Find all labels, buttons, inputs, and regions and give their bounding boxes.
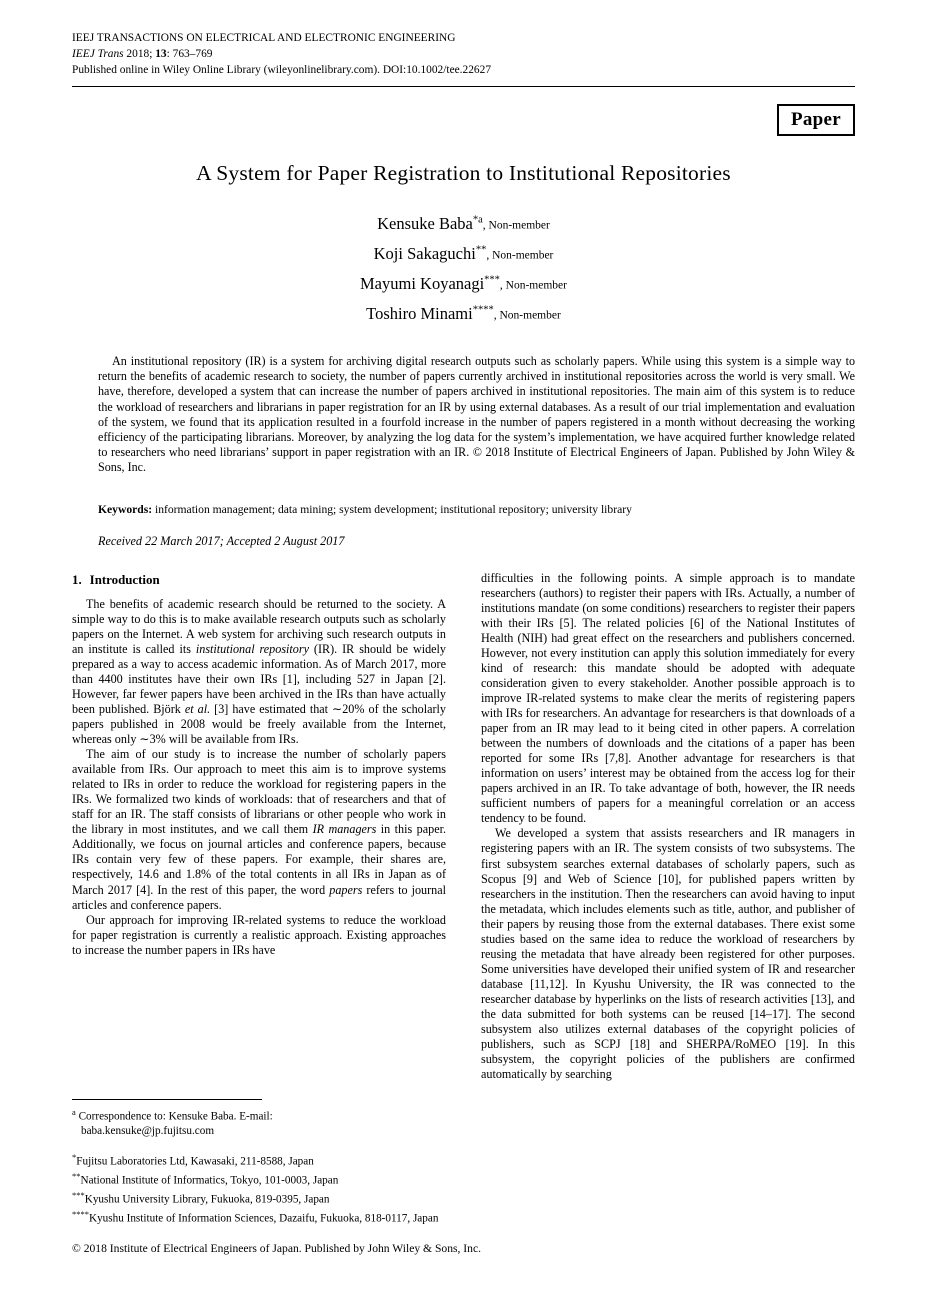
affiliation-item: *Fujitsu Laboratories Ltd, Kawasaki, 211-8588, Japan <box>72 1152 314 1168</box>
journal-name: IEEJ TRANSACTIONS ON ELECTRICAL AND ELECTRONIC ENGINEERING <box>72 32 456 44</box>
copyright-footer: © 2018 Institute of Electrical Engineers of Japan. Published by John Wiley & Sons, Inc. <box>72 1242 482 1255</box>
affiliation-item: **National Institute of Informatics, Tokyo, 101-0003, Japan <box>72 1171 339 1187</box>
author-role: , Non-member <box>482 219 550 232</box>
affiliation-list <box>72 1150 446 1227</box>
footnote-rule <box>72 1099 262 1100</box>
keywords-label: Keywords: <box>98 502 153 516</box>
section-heading-introduction <box>72 573 446 588</box>
affiliation-item: ****Kyushu Institute of Information Sciences, Dazaifu, Fukuoka, 818-0117, Japan <box>72 1209 439 1226</box>
author-line <box>72 298 855 328</box>
header-rule <box>72 86 855 87</box>
section-title: Introduction <box>89 572 160 587</box>
body-paragraph: We developed a system that assists researchers and IR managers in registering papers with an IR. The system consists of two subsystems. The first subsystem searches external databases of scholarly papers, such as Scopus [9] and Web of Science [10], for published papers written by researchers in the institution. Then the researchers can avoid having to input the metadata, which includes elements such as title, author, and publisher of their papers by reusing those from the external databases. There exist some studies based on the same idea to reduce the workload of researchers by reusing the metadata that have already been registered for other purposes. Some universities have developed their unified system of IR and researcher database [11,12]. In Kyushu University, the IR was connected to the researcher database by hyperlinks on the lists of research activities [13], and the data submitted for both systems can be reused [14–17]. The second subsystem also utilizes external databases of the copyright policies of publishers, such as SCPJ [18] and SHERPA/RoMEO [19]. In this subsystem, the copyright policies of the publishers are confirmed automatically by searching <box>481 826 855 1082</box>
author-line <box>72 208 855 238</box>
affiliation-item: ***Kyushu University Library, Fukuoka, 819-0395, Japan <box>72 1190 330 1207</box>
author-affiliation-marker: ** <box>475 244 487 255</box>
paper-type-badge: Paper <box>777 104 855 136</box>
author-name: Koji Sakaguchi <box>373 243 476 263</box>
left-column <box>72 571 446 1227</box>
paper-title: A System for Paper Registration to Institutional Repositories <box>196 161 731 185</box>
correspondence-email: baba.kensuke@jp.fujitsu.com <box>81 1124 215 1137</box>
body-paragraph: difficulties in the following points. A simple approach is to mandate researchers (authors) to register their papers with IRs. Actually, a number of institutions mandate (on some conditions) researchers to register their papers with their IRs [5]. The related policies [6] of the National Institutes of Health (NIH) had great effect on the researchers and publishers concerned. However, not every institution can apply this solution immediately for every kind of research: this mandate should be adopted with adequate consideration given to every stakeholder. Another possible approach is to improve IR-related systems to make clear the merits of registering papers with IRs for researchers. An advantage for researchers is that downloads of a paper from an IR may lead to it being cited in other papers. A correlation between the numbers of downloads and the citations of a paper has been reported for some IRs [7,8]. Another advantage for researchers is that information on users’ interest may be obtained from the access log for their papers archived in an IR. To take advantage of both, however, the IR needs sufficient numbers of papers for a meaningful correlation or an access tendency to be found. <box>481 570 855 826</box>
keywords-text: information management; data mining; system development; institutional repository; university library <box>152 502 632 516</box>
section-number: 1. <box>72 572 82 587</box>
author-affiliation-marker: **** <box>472 304 494 315</box>
correspondence-text: Correspondence to: Kensuke Baba. E-mail: <box>75 1110 273 1123</box>
footnote-block <box>72 1099 446 1227</box>
published-doi-line: Published online in Wiley Online Library (wileyonlinelibrary.com). DOI:10.1002/tee.22627 <box>72 64 492 76</box>
citation-line: IEEJ Trans 2018; 13: 763–769 <box>72 48 213 60</box>
body-paragraph: Our approach for improving IR-related systems to reduce the workload for paper registration is currently a realistic approach. Existing approaches to increase the number papers in IRs have <box>72 912 446 957</box>
correspondence-footnote <box>72 1105 446 1139</box>
right-column <box>481 571 855 1227</box>
author-affiliation-marker: *a <box>472 214 483 225</box>
author-name: Mayumi Koyanagi <box>359 273 485 293</box>
keywords-line <box>98 503 855 516</box>
author-name: Toshiro Minami <box>366 303 473 323</box>
author-list <box>72 208 855 328</box>
received-accepted-dates: Received 22 March 2017; Accepted 2 August 2017 <box>98 533 345 548</box>
author-role: , Non-member <box>499 279 567 292</box>
correspondence-marker: a <box>72 1106 76 1117</box>
body-paragraph: The benefits of academic research should be returned to the society. A simple way to do this is to make available research outputs such as scholarly papers on the Internet. A web system for archiving such research outputs in an institute is called its institutional repository (IR). IR should be widely prepared as a way to access academic information. As of March 2017, more than 4400 institutes have their own IRs [1], including 527 in Japan [2]. However, far fewer papers have been archived in the IRs than have actually been published. Björk et al. [3] have estimated that ∼20% of the scholarly papers published in 2008 would be freely available from the Internet, whereas only ∼3% will be available from IRs. <box>72 596 446 747</box>
abstract: An institutional repository (IR) is a system for archiving digital research outputs such as scholarly papers. While using this system is a simple way to return the benefits of academic research to society, the number of papers currently archived in institutional repositories across the world is very small. We have, therefore, developed a system that can increase the number of papers archived in institutional repositories. The main aim of this system is to reduce the workload of researchers and librarians in paper registration for an IR by using external databases. As a result of our trial implementation and evaluation of the system, we found that its application resulted in a fourfold increase in the number of papers registered in a month without decreasing the working efficiency of the participating librarians. Moreover, by analyzing the log data for the system’s implementation, we have acquired further knowledge related to researchers who need librarians’ support in paper registration with an IR. © 2018 Institute of Electrical Engineers of Japan. Published by John Wiley & Sons, Inc. <box>98 354 855 475</box>
author-role: , Non-member <box>493 309 561 322</box>
author-role: , Non-member <box>486 249 554 262</box>
journal-header <box>72 30 855 78</box>
body-paragraph: The aim of our study is to increase the number of scholarly papers available from IRs. Our approach to meet this aim is to improve systems related to IRs in order to reduce the workload for registering papers in the IRs. We formalized two kinds of workloads: that of researchers and that of staff for an IR. The staff consists of librarians or other people who work in the library in most institutes, and we call them IR managers in this paper. Additionally, we focus on journal articles and conference papers, because IRs contain very few of these papers. For example, their shares are, respectively, 14.6 and 1.8% of the total contents in all IRs in Japan as of March 2017 [4]. In the rest of this paper, the word papers refers to journal articles and conference papers. <box>72 747 446 912</box>
author-line <box>72 268 855 298</box>
author-affiliation-marker: *** <box>484 274 500 285</box>
two-column-body <box>72 571 855 1227</box>
author-name: Kensuke Baba <box>377 213 473 233</box>
author-line <box>72 238 855 268</box>
